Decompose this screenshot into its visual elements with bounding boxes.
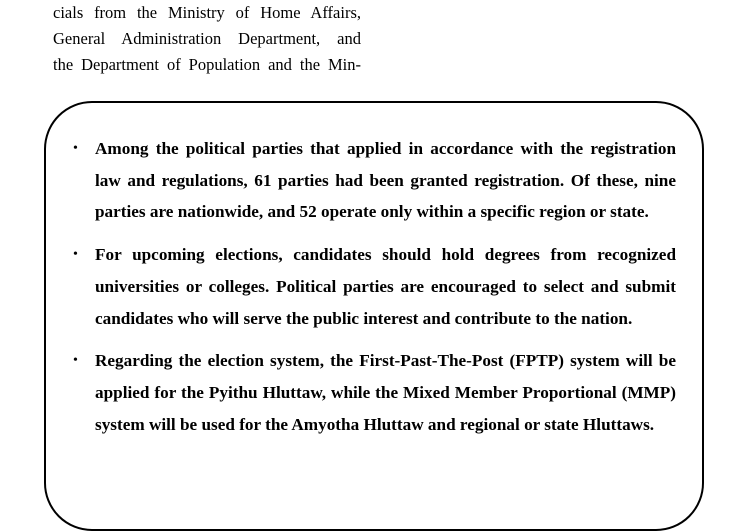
bullet-text: Regarding the election system, the First-Past-The-Post (FPTP) system will be applied for the Pyithu Hluttaw, while the Mixed Member Proportional (MMP) system will be used for the Amyotha Hluttaw and regional or state Hluttaws. (95, 351, 676, 434)
bullet-marker: • (73, 353, 78, 369)
intro-line: the Department of Population and the Min- (53, 55, 361, 74)
intro-line: General Administration Department, and (53, 29, 361, 48)
bullet-item (73, 239, 676, 334)
bullet-list (73, 133, 676, 451)
bullet-marker: • (73, 247, 78, 263)
intro-paragraph (53, 0, 361, 78)
bullet-item (73, 345, 676, 440)
bullet-item (73, 133, 676, 228)
bullet-text: Among the political parties that applied in accordance with the registration law and regulations, 61 parties had been granted registration. Of these, nine parties are nationwide, and 52 operate only within a specific region or state. (95, 139, 676, 222)
intro-line: cials from the Ministry of Home Affairs, (53, 3, 361, 22)
bullet-text: For upcoming elections, candidates should hold degrees from recognized universities or colleges. Political parties are encouraged to select and submit candidates who will serve the public interest and contribute to the nation. (95, 245, 676, 328)
bullet-marker: • (73, 141, 78, 156)
